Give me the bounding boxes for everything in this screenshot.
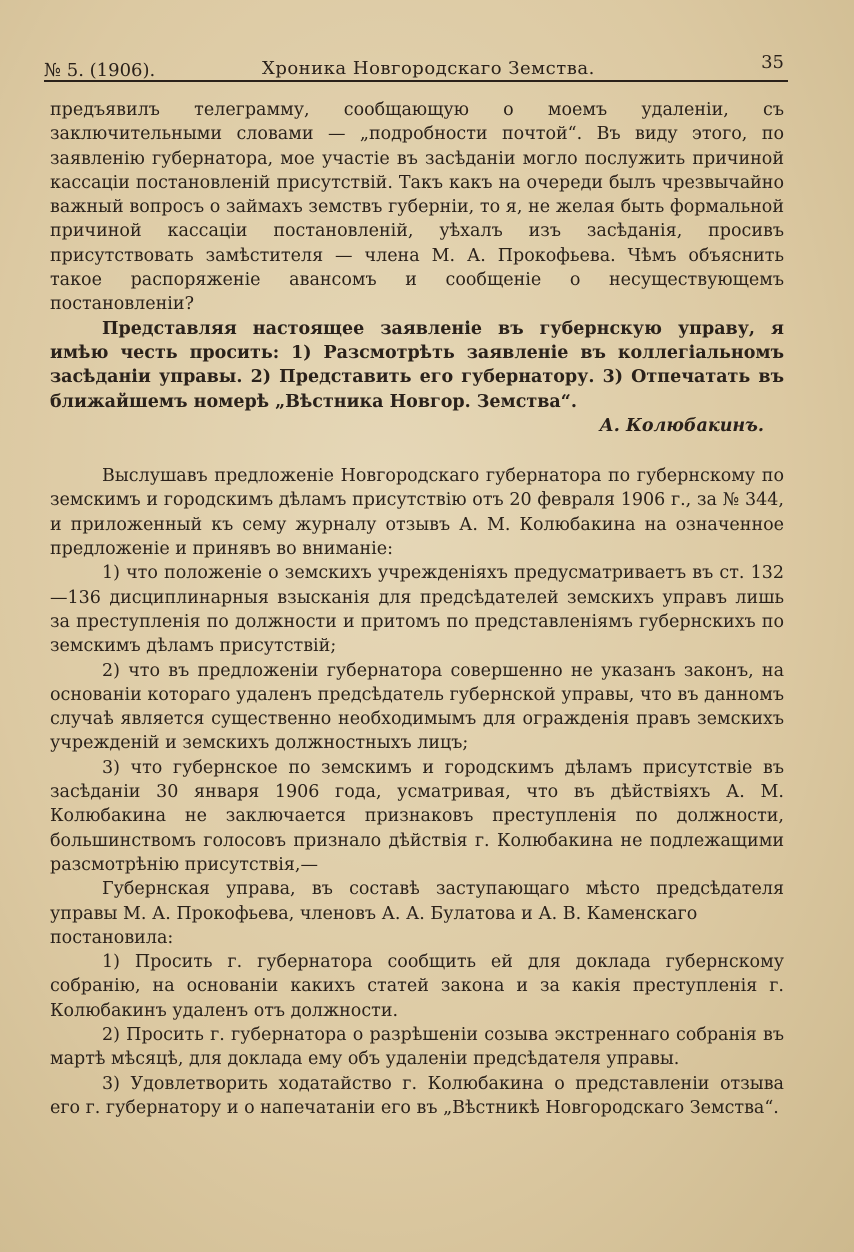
consideration-item: 1) что положеніе о земскихъ учрежденіяхъ предусматриваетъ въ ст. 132—136 дисциплинарныя взысканія для предсѣдателей земскихъ управъ лишь за преступленія по должности и притомъ по представленіямъ губернскихъ по земскимъ дѣламъ присутствій; [50,563,784,657]
page-number: 35 [761,52,784,73]
journal-title: Хроника Новгородскаго Земства. [262,58,595,79]
issue-number: № 5. (1906). [44,60,156,81]
page-body [50,98,784,1120]
board-composition: Губернская управа, въ составѣ заступающаго мѣсто предсѣдателя управы М. А. Прокофьева, членовъ А. А. Булатова и А. В. Каменскаго [50,879,784,924]
consideration-item: 3) что губернское по земскимъ и городскимъ дѣламъ присутствіе въ засѣданіи 30 января 1906 года, усматривая, что въ дѣйствіяхъ А. М. Колюбакина не заключается признаковъ преступленія по должности, большинствомъ голосовъ признало дѣйствія г. Колюбакина не подлежащими разсмотрѣнію присутствія,— [50,757,784,875]
letter-paragraph-2: Представляя настоящее заявленіе въ губернскую управу, я имѣю честь просить: 1) Разсмотрѣть заявленіе въ коллегіальномъ засѣданіи управы. 2) Представить его губернатору. 3) Отпечатать въ ближайшемъ номерѣ „Вѣстника Новгор. Земства“. [50,318,784,412]
section-gap [50,438,784,464]
running-header [44,50,784,80]
decision-item: 3) Удовлетворить ходатайство г. Колюбакина о представленіи отзыва его г. губернатору и о напечатаніи его въ „Вѣстникѣ Новгородскаго Земства“. [50,1073,784,1118]
decided-label: постановила: [50,927,174,948]
letter-signature: А. Колюбакинъ. [599,415,764,436]
consideration-item: 2) что въ предложеніи губернатора совершенно не указанъ законъ, на основаніи котораго удаленъ предсѣдатель губернской управы, что въ данномъ случаѣ является существенно необходимымъ для огражденія правъ земскихъ учрежденій и земскихъ должностныхъ лицъ; [50,660,784,754]
resolution-intro: Выслушавъ предложеніе Новгородскаго губернатора по губернскому по земскимъ и городскимъ дѣламъ присутствію отъ 20 февраля 1906 г., за № 344, и приложенный къ сему журналу отзывъ А. М. Колюбакина на означенное предложеніе и принявъ во вниманіе: [50,466,784,560]
header-rule [44,80,788,82]
decision-item: 1) Просить г. губернатора сообщить ей для доклада губернскому собранію, на основаніи какихъ статей закона и за какія преступленія г. Колюбакинъ удаленъ отъ должности. [50,952,784,1021]
decision-item: 2) Просить г. губернатора о разрѣшеніи созыва экстреннаго собранія въ мартѣ мѣсяцѣ, для доклада ему объ удаленіи предсѣдателя управы. [50,1024,784,1070]
letter-paragraph-1: предъявилъ телеграмму, сообщающую о моемъ удаленіи, съ заключительными словами — „подробности почтой“. Въ виду этого, по заявленію губернатора, мое участіе въ засѣданіи могло послужить причиной кассаціи постановленій присутствій. Такъ какъ на очереди былъ чрезвычайно важный вопросъ о займахъ земствъ губерніи, то я, не желая быть формальной причиной кассаціи постановленій, уѣхалъ изъ засѣданія, просивъ присутствовать замѣстителя — члена М. А. Прокофьева. Чѣмъ объяснить такое распоряженіе авансомъ и сообщеніе о несуществующемъ постановленіи? [50,100,784,315]
